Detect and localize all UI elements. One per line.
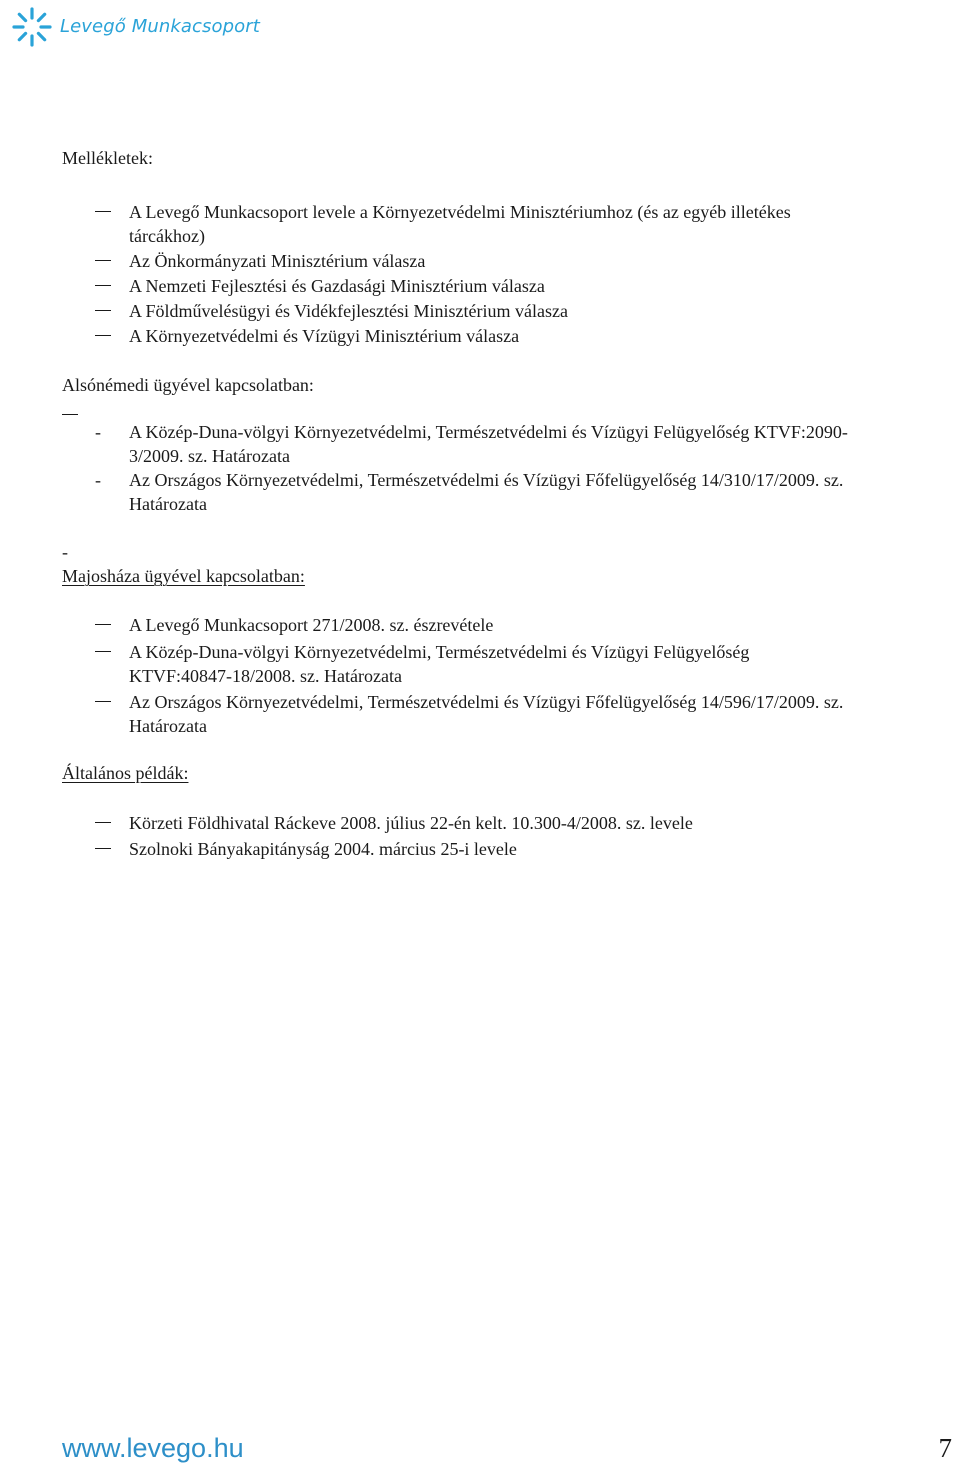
list-item: Az Önkormányzati Minisztérium válasza bbox=[129, 251, 426, 271]
list-item: Az Országos Környezetvédelmi, Természetvédelmi és Vízügyi Főfelügyelőség 14/596/17/2009. sz. bbox=[129, 692, 844, 712]
alsonemedi-heading: Alsónémedi ügyével kapcsolatban: bbox=[62, 375, 314, 395]
list-bullet bbox=[62, 414, 78, 415]
list-bullet bbox=[95, 260, 111, 261]
list-item-continuation: tárcákhoz) bbox=[129, 226, 205, 246]
general-heading: Általános példák: bbox=[62, 763, 189, 783]
list-item: A Nemzeti Fejlesztési és Gazdasági Minisztérium válasza bbox=[129, 276, 545, 296]
list-item: Az Országos Környezetvédelmi, Természetvédelmi és Vízügyi Főfelügyelőség 14/310/17/2009. sz. bbox=[129, 470, 844, 490]
list-bullet bbox=[95, 624, 111, 625]
stray-hyphen: - bbox=[62, 542, 68, 562]
majoshaza-heading: Majosháza ügyével kapcsolatban: bbox=[62, 566, 305, 586]
list-item-continuation: 3/2009. sz. Határozata bbox=[129, 446, 290, 466]
list-bullet bbox=[95, 310, 111, 311]
list-item: A Közép-Duna-völgyi Környezetvédelmi, Természetvédelmi és Vízügyi Felügyelőség bbox=[129, 642, 750, 662]
logo bbox=[10, 5, 260, 49]
list-item: A Levegő Munkacsoport 271/2008. sz. észrevétele bbox=[129, 615, 494, 635]
list-bullet bbox=[95, 848, 111, 849]
list-item: A Környezetvédelmi és Vízügyi Minisztérium válasza bbox=[129, 326, 520, 346]
list-bullet-hyphen: - bbox=[95, 470, 101, 490]
list-bullet bbox=[95, 285, 111, 286]
list-item: Körzeti Földhivatal Ráckeve 2008. július 22-én kelt. 10.300-4/2008. sz. levele bbox=[129, 813, 693, 833]
list-item-continuation: Határozata bbox=[129, 494, 207, 514]
list-item-continuation: Határozata bbox=[129, 716, 207, 736]
logo-text: Levegő Munkacsoport bbox=[60, 16, 260, 37]
list-item-continuation: KTVF:40847-18/2008. sz. Határozata bbox=[129, 666, 402, 686]
footer-website-link[interactable]: www.levego.hu bbox=[62, 1433, 244, 1463]
list-bullet bbox=[95, 335, 111, 336]
page-number: 7 bbox=[938, 1433, 952, 1463]
list-item: A Közép-Duna-völgyi Környezetvédelmi, Természetvédelmi és Vízügyi Felügyelőség KTVF:2090- bbox=[129, 422, 848, 442]
list-bullet bbox=[95, 822, 111, 823]
list-item: Szolnoki Bányakapitányság 2004. március 25-i levele bbox=[129, 839, 517, 859]
list-item: A Földművelésügyi és Vidékfejlesztési Minisztérium válasza bbox=[129, 301, 568, 321]
attachments-heading: Mellékletek: bbox=[62, 148, 153, 168]
list-bullet bbox=[95, 701, 111, 702]
sun-rays-icon bbox=[10, 5, 54, 49]
list-bullet bbox=[95, 651, 111, 652]
list-item: A Levegő Munkacsoport levele a Környezetvédelmi Minisztériumhoz (és az egyéb illetékes bbox=[129, 202, 791, 222]
list-bullet bbox=[95, 211, 111, 212]
list-bullet-hyphen: - bbox=[95, 422, 101, 442]
